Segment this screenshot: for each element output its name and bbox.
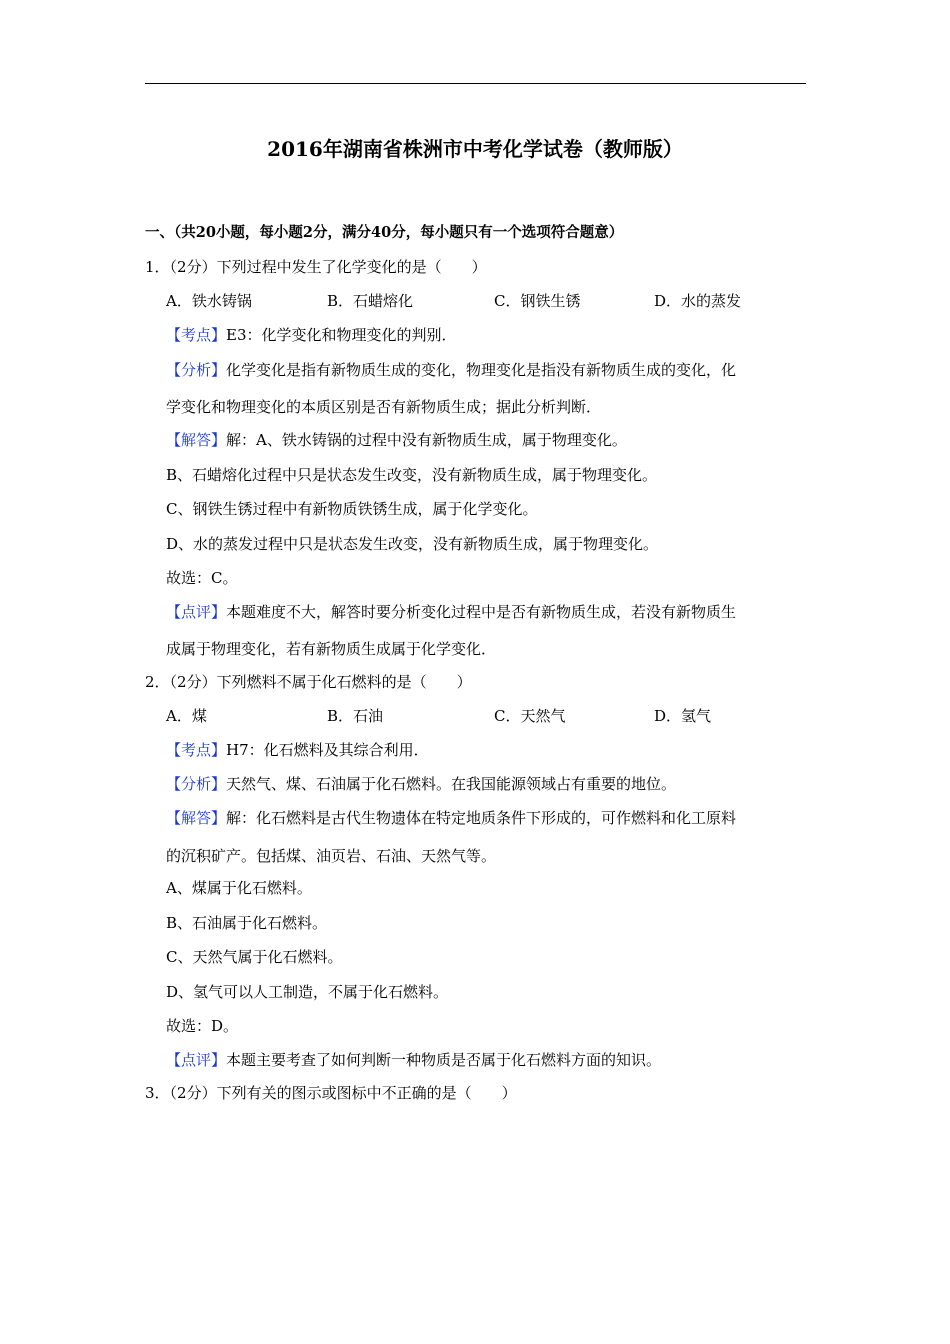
q2-answer: 故选：D。 bbox=[166, 1017, 239, 1035]
q1-dianping-text-1: 本题难度不大，解答时要分析变化过程中是否有新物质生成，若没有新物质生 bbox=[226, 603, 737, 621]
q1-option-d: D．水的蒸发 bbox=[654, 292, 742, 310]
q1-option-b: B．石蜡熔化 bbox=[327, 292, 414, 310]
q2-jieda-text-1: 解：化石燃料是古代生物遗体在特定地质条件下形成的，可作燃料和化工原料 bbox=[226, 809, 737, 827]
q1-analysis-c: C、钢铁生锈过程中有新物质铁锈生成，属于化学变化。 bbox=[166, 500, 538, 518]
q2-stem: 2．（2分）下列燃料不属于化石燃料的是（ ） bbox=[145, 673, 472, 691]
q2-analysis-c: C、天然气属于化石燃料。 bbox=[166, 948, 343, 966]
kaodian-tag: 【考点】 bbox=[166, 741, 227, 759]
jieda-tag: 【解答】 bbox=[166, 431, 227, 449]
q1-option-c: C．钢铁生锈 bbox=[494, 292, 581, 310]
q1-kaodian bbox=[166, 325, 457, 345]
q1-dianping-text-2: 成属于物理变化，若有新物质生成属于化学变化． bbox=[166, 640, 497, 658]
q3-stem: 3．（2分）下列有关的图示或图标中不正确的是（ ） bbox=[145, 1084, 517, 1102]
fenxi-tag: 【分析】 bbox=[166, 775, 227, 793]
jieda-tag: 【解答】 bbox=[166, 809, 227, 827]
section-heading: 一、（共20小题，每小题2分，满分40分，每小题只有一个选项符合题意） bbox=[145, 224, 624, 241]
q2-option-c: C．天然气 bbox=[494, 707, 566, 725]
q2-option-a: A．煤 bbox=[166, 707, 207, 725]
q1-jieda-text: 解：A、铁水铸锅的过程中没有新物质生成，属于物理变化。 bbox=[226, 431, 627, 449]
q2-analysis-a: A、煤属于化石燃料。 bbox=[166, 879, 312, 897]
dianping-tag: 【点评】 bbox=[166, 603, 227, 621]
q1-fenxi-text-1: 化学变化是指有新物质生成的变化，物理变化是指没有新物质生成的变化，化 bbox=[226, 361, 737, 379]
q1-option-a: A．铁水铸锅 bbox=[166, 292, 252, 310]
q1-fenxi bbox=[166, 360, 736, 380]
q2-jieda bbox=[166, 808, 736, 828]
q1-dianping bbox=[166, 602, 736, 622]
fenxi-tag: 【分析】 bbox=[166, 361, 227, 379]
q2-option-d: D．氢气 bbox=[654, 707, 712, 725]
q1-analysis-d: D、水的蒸发过程中只是状态发生改变，没有新物质生成，属于物理变化。 bbox=[166, 535, 659, 553]
header-rule bbox=[145, 83, 806, 84]
q2-kaodian-text: H7：化石燃料及其综合利用． bbox=[226, 741, 429, 759]
q2-option-b: B．石油 bbox=[327, 707, 384, 725]
q1-kaodian-text: E3：化学变化和物理变化的判别． bbox=[226, 326, 457, 344]
kaodian-tag: 【考点】 bbox=[166, 326, 227, 344]
q1-stem: 1．（2分）下列过程中发生了化学变化的是（ ） bbox=[145, 258, 487, 276]
q2-fenxi-text: 天然气、煤、石油属于化石燃料。在我国能源领域占有重要的地位。 bbox=[226, 775, 677, 793]
q2-kaodian bbox=[166, 740, 429, 760]
q2-analysis-d: D、氢气可以人工制造，不属于化石燃料。 bbox=[166, 983, 449, 1001]
dianping-tag: 【点评】 bbox=[166, 1051, 227, 1069]
q1-analysis-b: B、石蜡熔化过程中只是状态发生改变，没有新物质生成，属于物理变化。 bbox=[166, 466, 658, 484]
q2-analysis-b: B、石油属于化石燃料。 bbox=[166, 914, 328, 932]
q1-jieda bbox=[166, 430, 627, 450]
q2-dianping bbox=[166, 1050, 661, 1070]
q2-fenxi bbox=[166, 774, 676, 794]
page-title: 2016年湖南省株洲市中考化学试卷（教师版） bbox=[267, 137, 683, 161]
q2-dianping-text: 本题主要考查了如何判断一种物质是否属于化石燃料方面的知识。 bbox=[226, 1051, 662, 1069]
q1-fenxi-text-2: 学变化和物理变化的本质区别是否有新物质生成；据此分析判断． bbox=[166, 398, 602, 416]
q1-answer: 故选：C。 bbox=[166, 569, 238, 587]
q2-jieda-text-2: 的沉积矿产。包括煤、油页岩、石油、天然气等。 bbox=[166, 847, 497, 865]
